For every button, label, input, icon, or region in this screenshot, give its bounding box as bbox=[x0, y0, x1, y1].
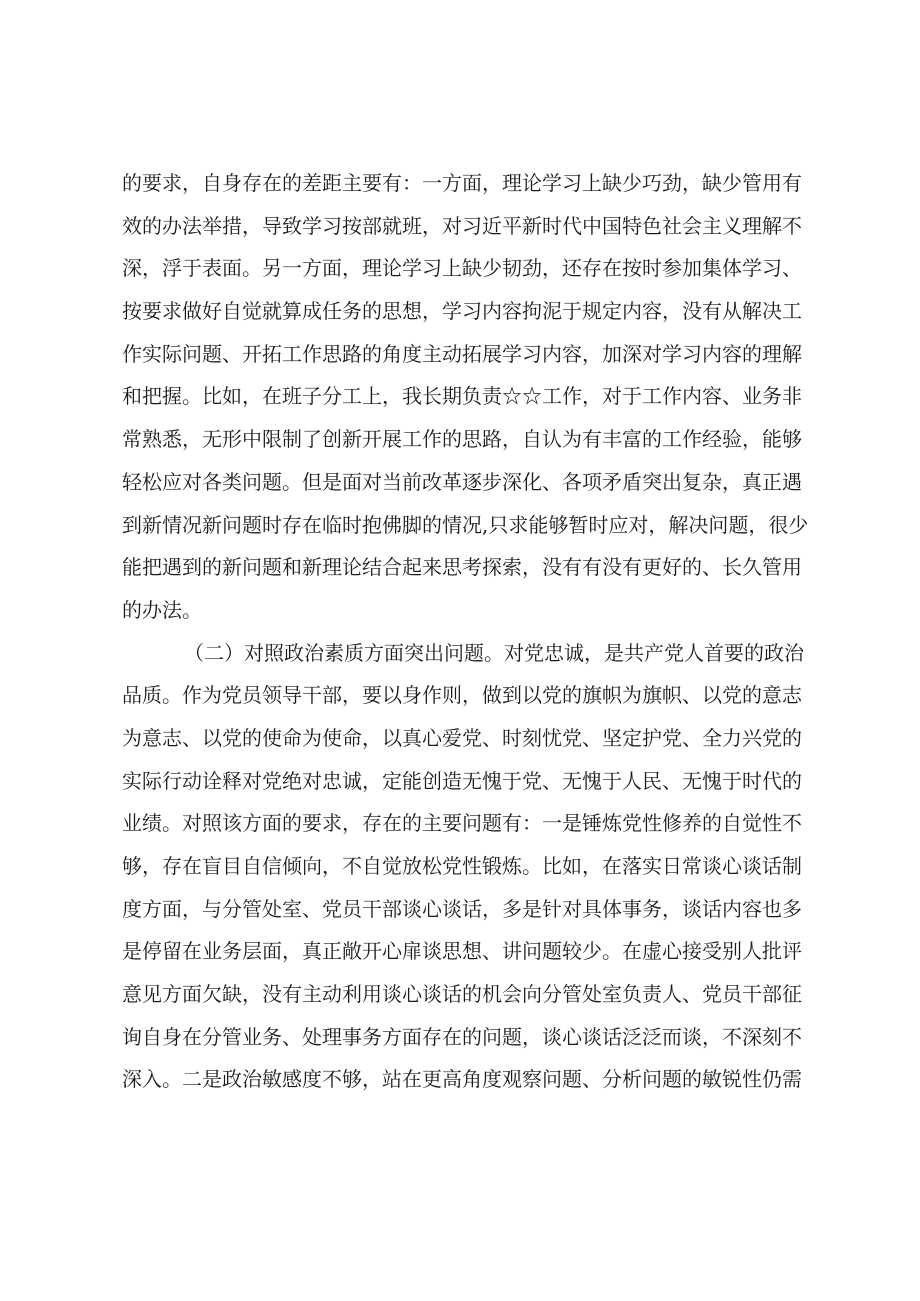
text-line: 的要求，自身存在的差距主要有：一方面，理论学习上缺少巧劲，缺少管用有 bbox=[122, 171, 802, 195]
text-line: 为意志、以党的使命为使命，以真心爱党、时刻忧党、坚定护党、全力兴党的 bbox=[122, 725, 802, 750]
text-line: 深，浮于表面。另一方面，理论学习上缺少韧劲，还存在按时参加集体学习、 bbox=[122, 256, 802, 281]
body-text bbox=[122, 162, 809, 1101]
text-line: 能把遇到的新问题和新理论结合起来思考探索，没有有没有更好的、长久管用 bbox=[122, 555, 802, 580]
text-line: 深入。二是政治敏感度不够，站在更高角度观察问题、分析问题的敏锐性仍需 bbox=[122, 1067, 802, 1092]
text-line: 和把握。比如，在班子分工上，我长期负责☆☆工作，对于工作内容、业务非 bbox=[122, 384, 802, 409]
text-line: 按要求做好自觉就算成任务的思想，学习内容拘泥于规定内容，没有从解决工 bbox=[122, 299, 802, 324]
text-line: 询自身在分管业务、处理事务方面存在的问题，谈心谈话泛泛而谈，不深刻不 bbox=[122, 1024, 802, 1049]
text-line: 够，存在盲目自信倾向，不自觉放松党性锻炼。比如，在落实日常谈心谈话制 bbox=[122, 854, 802, 878]
text-line: 是停留在业务层面，真正敞开心扉谈思想、讲问题较少。在虚心接受别人批评 bbox=[122, 939, 802, 964]
text-line: 实际行动诠释对党绝对忠诚，定能创造无愧于党、无愧于人民、无愧于时代的 bbox=[122, 768, 802, 793]
text-line: 作实际问题、开拓工作思路的角度主动拓展学习内容，加深对学习内容的理解 bbox=[122, 341, 802, 366]
text-line: 轻松应对各类问题。但是面对当前改革逐步深化、各项矛盾突出复杂，真正遇 bbox=[122, 469, 802, 494]
text-line: 到新情况新问题时存在临时抱佛脚的情况,只求能够暂时应对，解决问题，很少 bbox=[122, 512, 809, 537]
text-line: 的办法。 bbox=[122, 597, 202, 622]
section-heading-line: （二）对照政治素质方面突出问题。对党忠诚，是共产党人首要的政治 bbox=[184, 640, 804, 665]
text-line: 常熟悉，无形中限制了创新开展工作的思路，自认为有丰富的工作经验，能够 bbox=[122, 427, 802, 452]
text-line: 品质。作为党员领导干部，要以身作则，做到以党的旗帜为旗帜、以党的意志 bbox=[122, 683, 802, 708]
text-line: 意见方面欠缺，没有主动利用谈心谈话的机会向分管处室负责人、党员干部征 bbox=[122, 982, 802, 1007]
text-line: 度方面，与分管处室、党员干部谈心谈话，多是针对具体事务，谈话内容也多 bbox=[122, 896, 802, 921]
text-line: 业绩。对照该方面的要求，存在的主要问题有：一是锤炼党性修养的自觉性不 bbox=[122, 811, 802, 836]
text-line: 效的办法举措，导致学习按部就班，对习近平新时代中国特色社会主义理解不 bbox=[122, 213, 802, 238]
